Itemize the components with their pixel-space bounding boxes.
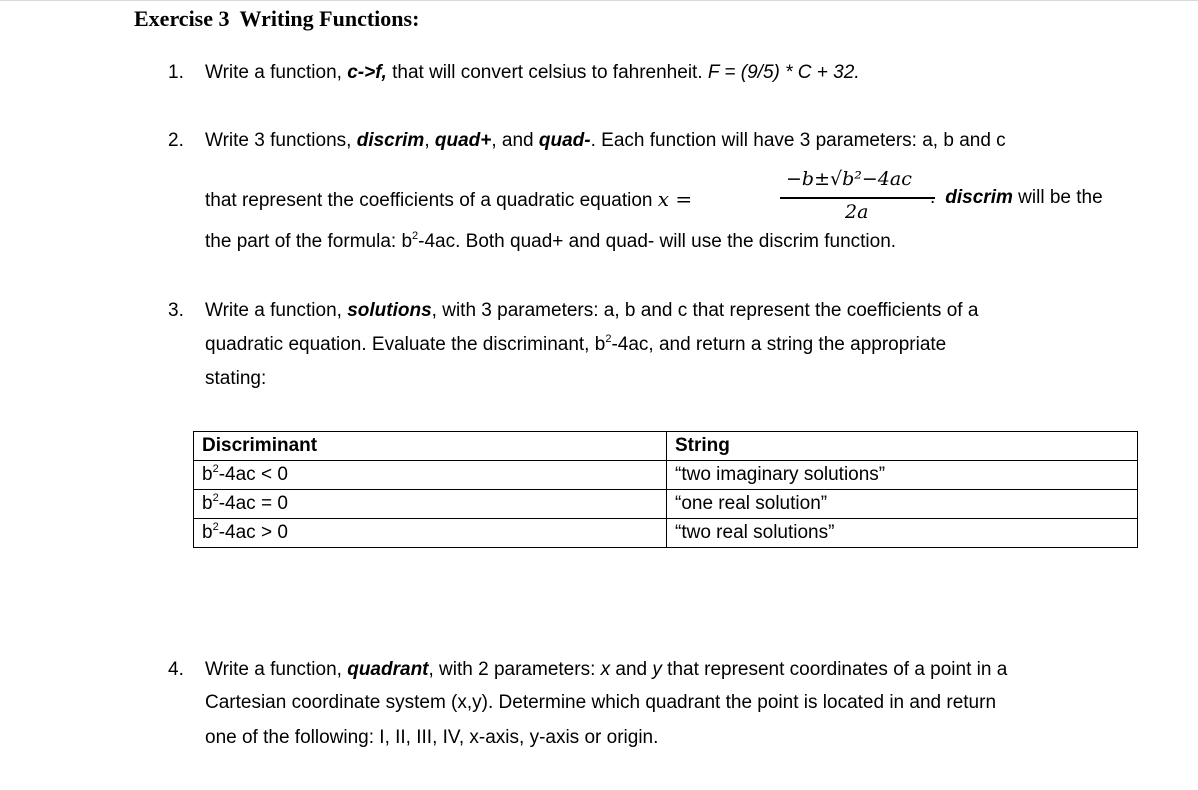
item-1-function-name: c->f, bbox=[347, 62, 387, 83]
superscript: 2 bbox=[212, 463, 219, 475]
item-2-sep: , bbox=[424, 130, 435, 151]
fraction-bar bbox=[780, 197, 935, 199]
item-2-number: 2. bbox=[168, 130, 184, 151]
item-2-text-post: will be the bbox=[1012, 187, 1103, 208]
item-2-function-quad-plus: quad+ bbox=[434, 130, 492, 151]
item-2-sep: , and bbox=[491, 130, 539, 151]
cell-rest: -4ac > 0 bbox=[218, 522, 288, 543]
item-2-line-2 bbox=[205, 187, 692, 212]
cell-base: b bbox=[202, 522, 213, 543]
cell-rest: -4ac < 0 bbox=[218, 464, 288, 485]
superscript: 2 bbox=[212, 521, 219, 533]
item-2-line-2-tail bbox=[930, 187, 1103, 209]
item-3-line-2 bbox=[205, 334, 946, 356]
item-4-text-mid: , with 2 parameters: bbox=[428, 659, 601, 680]
superscript: 2 bbox=[605, 333, 612, 345]
item-4-text: Write a function, bbox=[205, 659, 348, 680]
item-4-var-y: y bbox=[652, 659, 662, 680]
formula-numerator: −b±√b²−4ac bbox=[786, 168, 912, 190]
item-3-line-3: stating: bbox=[205, 368, 267, 389]
equation-lhs: x = bbox=[657, 187, 693, 211]
item-1-line bbox=[205, 62, 860, 84]
item-4-var-x: x bbox=[600, 659, 611, 680]
cell-base: b bbox=[202, 493, 213, 514]
superscript: 2 bbox=[412, 230, 419, 242]
item-2-line-1 bbox=[205, 130, 1006, 152]
item-2-text: that represent the coefficients of a quadratic equation bbox=[205, 190, 658, 211]
item-4-and: and bbox=[610, 659, 653, 680]
item-2-line-3 bbox=[205, 231, 896, 253]
item-4-line-2: Cartesian coordinate system (x,y). Determine which quadrant the point is located in and return bbox=[205, 692, 997, 713]
item-4-text-post: that represent coordinates of a point in a bbox=[661, 659, 1008, 680]
item-3-text-post: , with 3 parameters: a, b and c that represent the coefficients of a bbox=[431, 300, 979, 321]
item-3-text: Write a function, bbox=[205, 300, 348, 321]
item-1-text: Write a function, bbox=[205, 62, 348, 83]
item-1-text-mid: that will convert celsius to fahrenheit. bbox=[386, 62, 708, 83]
table-cell-discriminant bbox=[194, 490, 667, 519]
superscript: 2 bbox=[212, 492, 219, 504]
item-3-text: quadratic equation. Evaluate the discriminant, b bbox=[205, 334, 606, 355]
quadratic-formula-fraction bbox=[780, 168, 935, 228]
item-2-function-quad-minus: quad- bbox=[538, 130, 591, 151]
table-cell-string: “one real solution” bbox=[667, 490, 1138, 519]
item-2-text: Write 3 functions, bbox=[205, 130, 357, 151]
table-header-row bbox=[194, 432, 1138, 461]
item-2-text-post: -4ac. Both quad+ and quad- will use the discrim function. bbox=[418, 231, 897, 252]
item-4-line-1 bbox=[205, 659, 1007, 681]
item-4-line-3: one of the following: I, II, III, IV, x-axis, y-axis or origin. bbox=[205, 727, 659, 748]
item-4-function-name: quadrant bbox=[347, 659, 429, 680]
cell-base: b bbox=[202, 464, 213, 485]
item-2-dot: . bbox=[930, 187, 936, 208]
table-row bbox=[194, 490, 1138, 519]
discriminant-table bbox=[193, 431, 1138, 548]
item-3-number: 3. bbox=[168, 300, 184, 321]
table-header-discriminant: Discriminant bbox=[194, 432, 667, 461]
table-cell-string: “two real solutions” bbox=[667, 519, 1138, 548]
item-2-text-post: . Each function will have 3 parameters: a, b and c bbox=[590, 130, 1006, 151]
item-2-discrim-ref: discrim bbox=[945, 187, 1013, 208]
item-1-number: 1. bbox=[168, 62, 184, 83]
table-row bbox=[194, 461, 1138, 490]
cell-rest: -4ac = 0 bbox=[218, 493, 288, 514]
formula-denominator: 2a bbox=[845, 201, 869, 223]
table-header-string: String bbox=[667, 432, 1138, 461]
item-1-formula: F = (9/5) * C + 32. bbox=[707, 62, 860, 83]
table-row bbox=[194, 519, 1138, 548]
exercise-heading: Writing Functions: bbox=[239, 6, 420, 31]
item-2-function-discrim: discrim bbox=[356, 130, 425, 151]
item-4-number: 4. bbox=[168, 659, 184, 680]
exercise-title bbox=[134, 6, 419, 32]
table-cell-string: “two imaginary solutions” bbox=[667, 461, 1138, 490]
exercise-label: Exercise 3 bbox=[134, 6, 230, 31]
table-cell-discriminant bbox=[194, 519, 667, 548]
item-3-text-post: -4ac, and return a string the appropriate bbox=[611, 334, 947, 355]
item-3-line-1 bbox=[205, 300, 978, 322]
item-3-function-name: solutions bbox=[347, 300, 432, 321]
table-cell-discriminant bbox=[194, 461, 667, 490]
item-2-text: the part of the formula: b bbox=[205, 231, 413, 252]
top-rule bbox=[0, 0, 1198, 1]
